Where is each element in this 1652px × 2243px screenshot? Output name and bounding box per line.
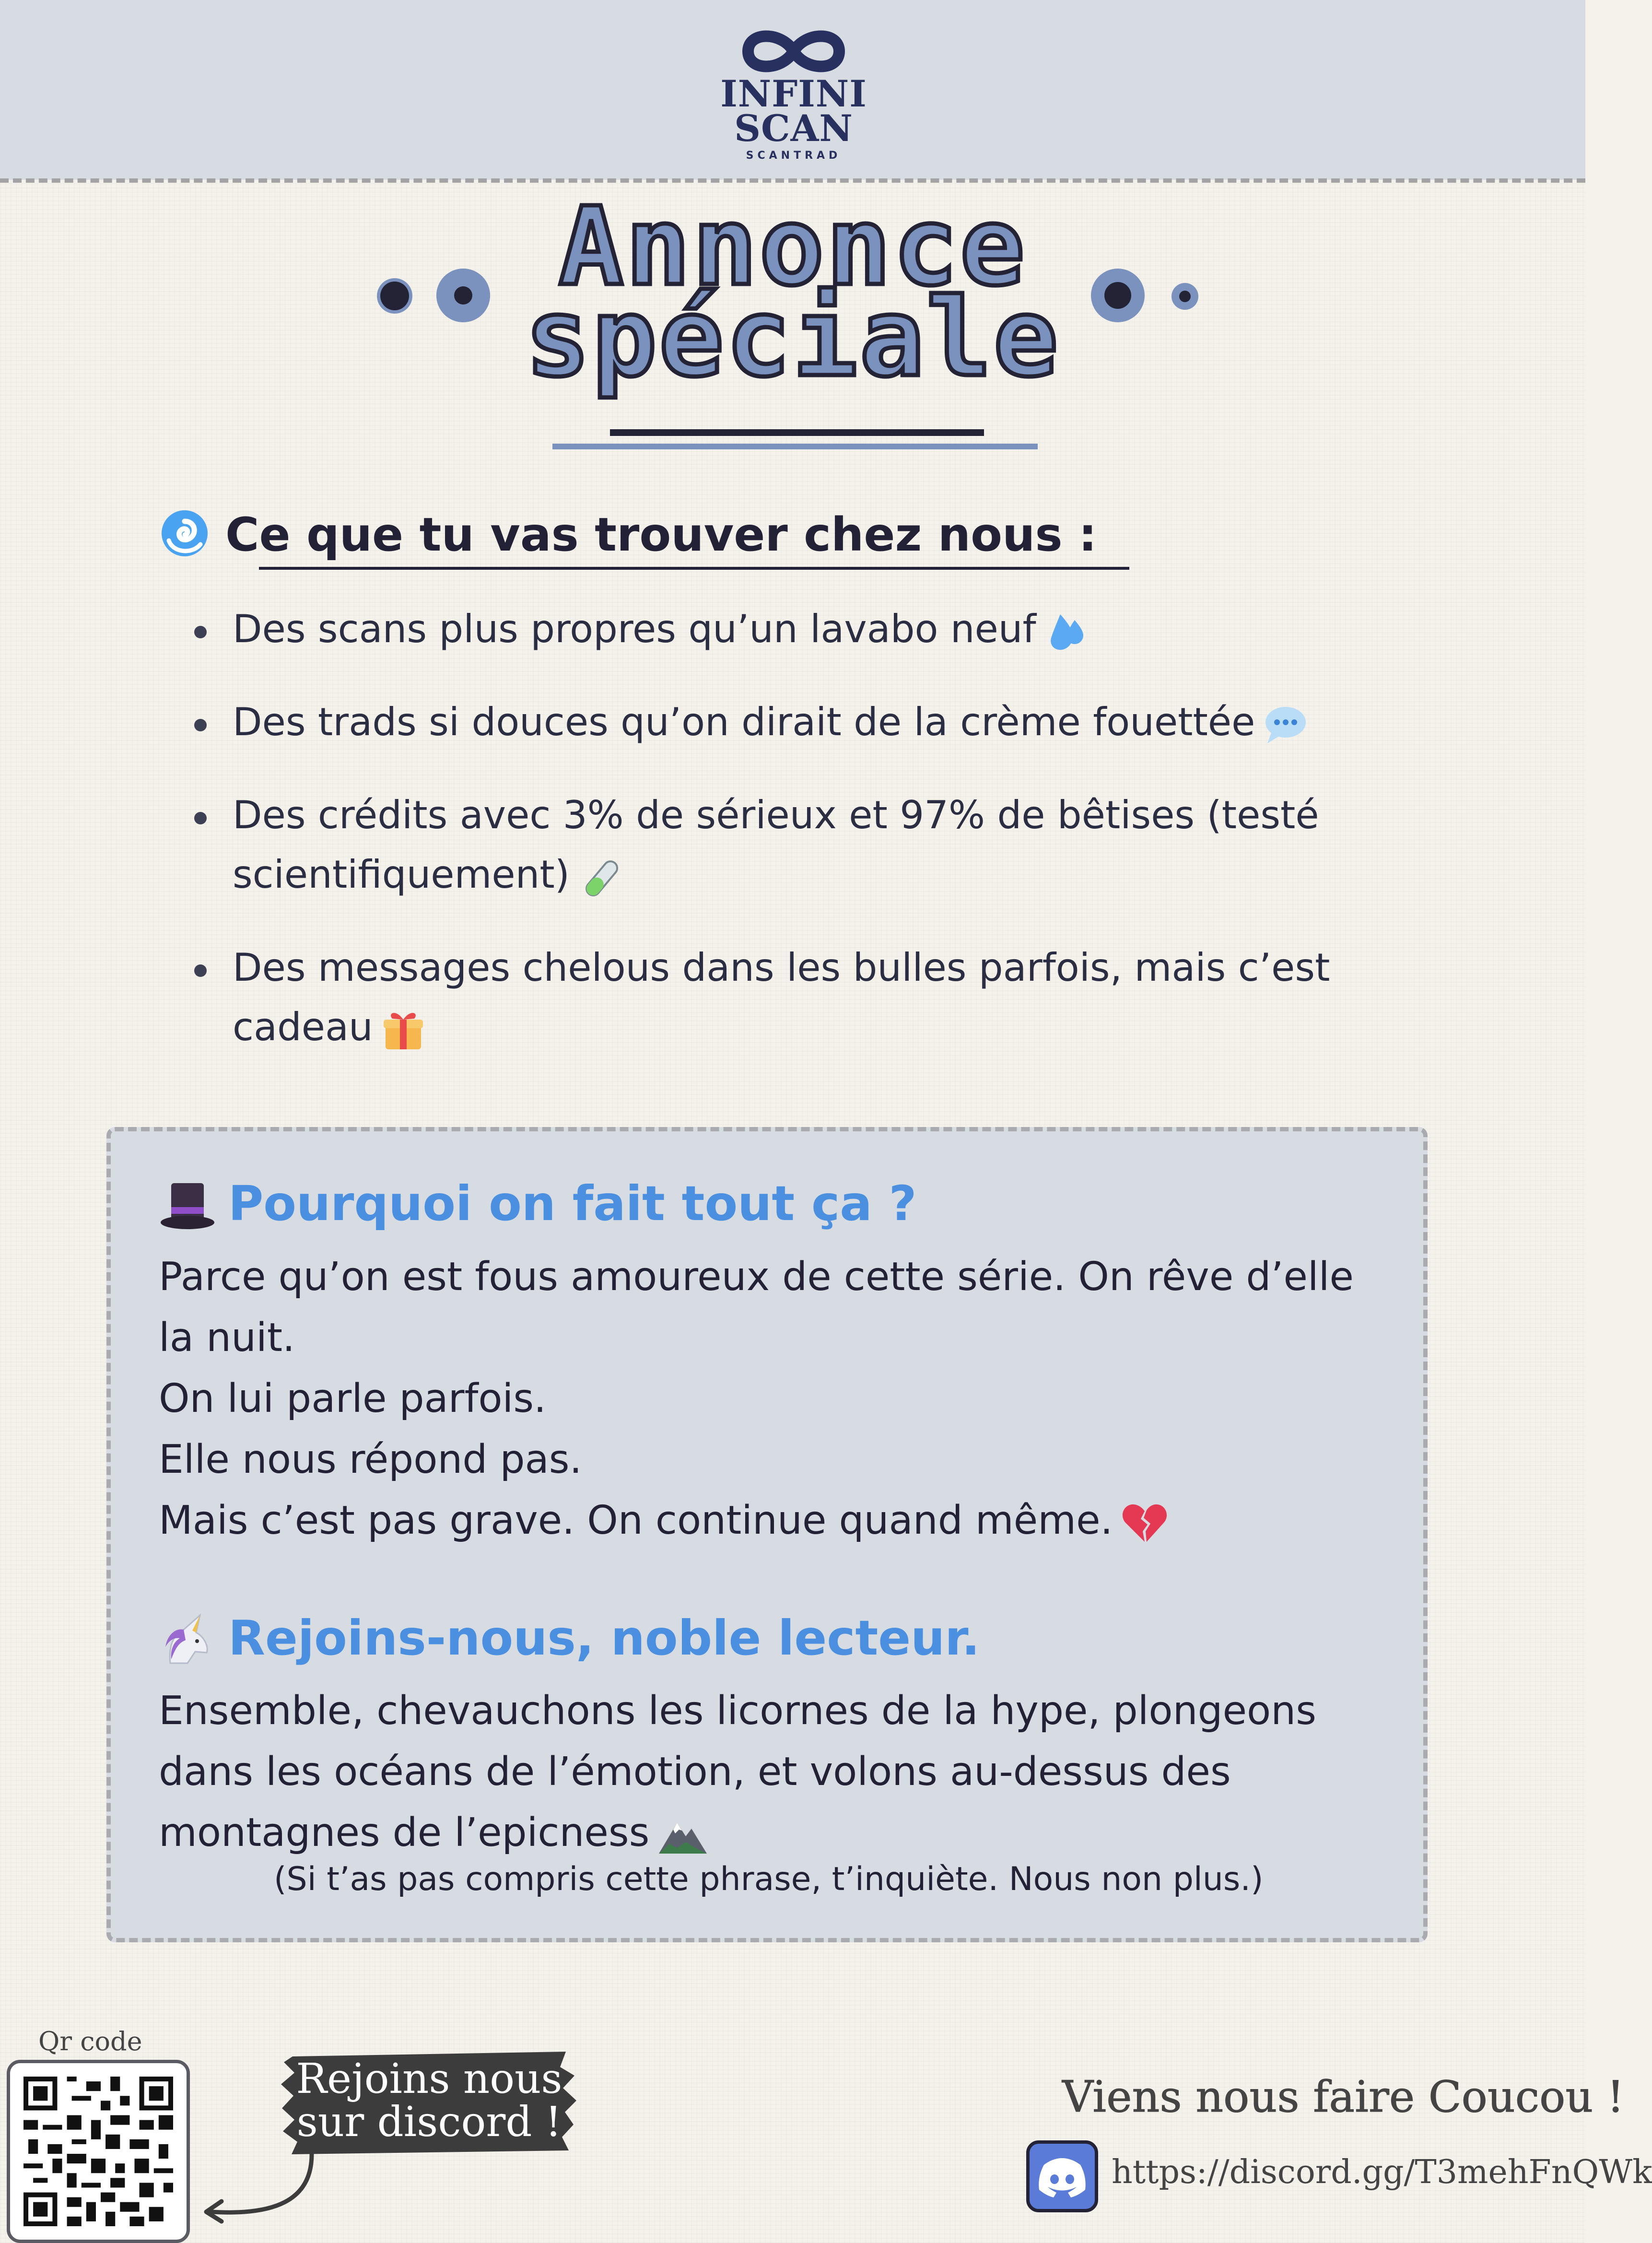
feature-list [194,599,1393,1091]
qr-code-pattern [23,2077,173,2226]
curved-arrow-icon [192,2149,326,2225]
qr-code[interactable] [7,2060,190,2243]
call-to-action: Viens nous faire Coucou ! [1062,2072,1625,2122]
top-hat-icon [159,1179,216,1232]
footnote: (Si t’as pas compris cette phrase, t’inquiète. Nous non plus.) [274,1860,1264,1898]
decor-dot-right-large-inner [1104,282,1131,309]
infini-scan-logo [715,26,873,170]
badge-line-1: Rejoins nous [296,2055,562,2103]
join-text-body: Ensemble, chevauchons les licornes de la hype, plongeons dans les océans de l’émotion, et volons au-dessus des montagnes de l’epicness [159,1688,1316,1855]
list-item [194,786,1393,904]
decor-dot-left-large-inner [454,286,472,305]
list-item [194,938,1393,1057]
decor-dot-left-small [380,282,409,310]
infinity-icon [734,26,854,77]
page-title [480,184,1106,401]
discord-link[interactable]: https://discord.gg/T3mehFnQWk [1112,2153,1652,2191]
why-text-body: Parce qu’on est fous amoureux de cette série. On rêve d’elle la nuit. On lui parle parfois. Elle nous répond pas. Mais c’est pas grave. On continue quand même. [159,1254,1354,1543]
title-line-2: spéciale [525,275,1060,401]
unicorn-icon [159,1613,216,1666]
section-title: Ce que tu vas trouver chez nous : [225,508,1097,562]
cyclone-icon [158,507,211,560]
discord-logo-glyph [1030,2144,1095,2209]
speech-bubble-icon [1264,704,1308,745]
join-heading: Rejoins-nous, noble lecteur. [228,1610,980,1666]
list-item-text: Des messages chelous dans les bulles parfois, mais c’est cadeau [233,945,1330,1049]
discord-badge [278,2048,580,2156]
broken-heart-icon [1122,1502,1168,1545]
decor-dot-right-small-inner [1179,291,1191,302]
why-text [159,1246,1386,1551]
logo-line-2: SCAN [734,107,853,150]
title-underline-dark [610,429,984,436]
info-panel [106,1127,1428,1942]
list-item-text: Des trads si douces qu’on dirait de la crème fouettée [233,700,1255,744]
section-underline [259,567,1129,570]
logo-line-3: SCANTRAD [746,150,842,162]
gift-icon [382,1008,425,1051]
join-text [159,1680,1386,1863]
list-item [194,599,1393,659]
header-divider [0,178,1585,183]
features-heading [158,501,1165,562]
badge-line-2: sur discord ! [296,2098,562,2146]
why-heading: Pourquoi on fait tout ça ? [228,1175,917,1232]
list-item [194,693,1393,752]
title-underline-blue [552,444,1038,449]
list-item-text: Des crédits avec 3% de sérieux et 97% de bêtises (testé scientifiquement) [233,793,1319,897]
list-item-text: Des scans plus propres qu’un lavabo neuf [233,607,1036,651]
badge-text [278,2057,580,2144]
title-line-1: Annonce [558,184,1027,310]
water-drops-icon [1045,610,1089,654]
mountain-icon [658,1816,708,1855]
discord-icon[interactable] [1026,2140,1098,2212]
logo-line-1: INFINI [720,72,867,115]
test-tube-icon [578,855,622,899]
qr-label: Qr code [38,2026,142,2056]
